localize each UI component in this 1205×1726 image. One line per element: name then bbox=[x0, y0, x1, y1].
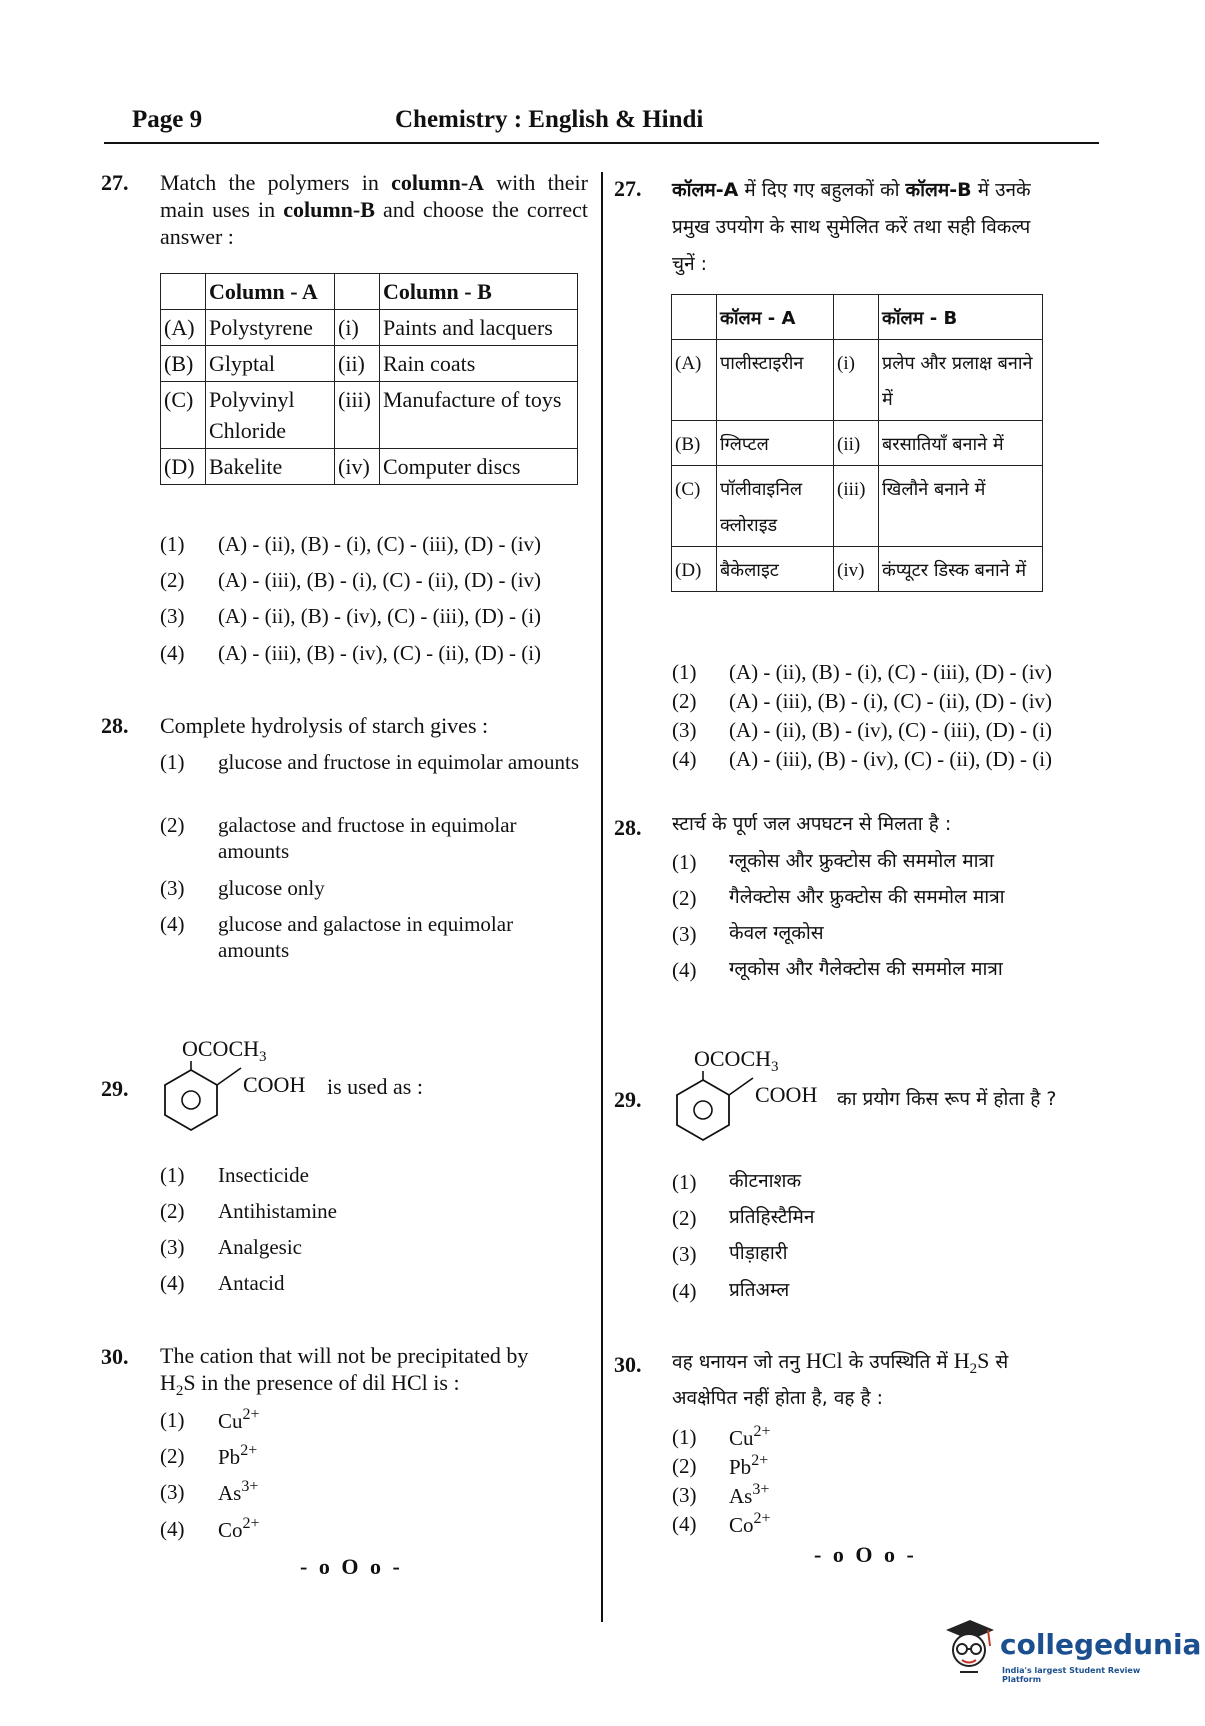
option-text: galactose and fructose in equimolar amounts bbox=[218, 813, 517, 863]
column-b-header: Column - B bbox=[380, 274, 578, 310]
en-q27-number: 27. bbox=[101, 170, 129, 195]
hi-q30-text-line2: अवक्षेपित नहीं होता है, वह है : bbox=[672, 1387, 884, 1409]
option-number: (2) bbox=[672, 1454, 697, 1478]
option-text: (A) - (iii), (B) - (iv), (C) - (ii), (D) - (i) bbox=[729, 747, 1053, 771]
column-b-header: कॉलम - B bbox=[879, 295, 1043, 340]
hi-end-mark: - o O o - bbox=[814, 1542, 917, 1567]
table-row: (C) पॉलीवाइनिल क्लोराइड (iii) खिलौने बनाने में bbox=[672, 466, 1043, 547]
hi-q27-match-table bbox=[671, 294, 1043, 592]
option-text: Analgesic bbox=[218, 1235, 302, 1259]
table-row: (B) ग्लिप्टल (ii) बरसातियाँ बनाने में bbox=[672, 421, 1043, 466]
option-number: (4) bbox=[672, 747, 697, 771]
option-text: $Cu^{2+}$ bbox=[218, 1406, 260, 1433]
collegedunia-logo[interactable] bbox=[940, 1610, 1202, 1690]
option-number: (4) bbox=[672, 1279, 697, 1303]
en-q29-benzene-ring-icon bbox=[158, 1058, 248, 1148]
hi-q29-number: 29. bbox=[614, 1087, 642, 1112]
hi-q27-number: 27. bbox=[614, 176, 642, 201]
en-q30-number: 30. bbox=[101, 1344, 129, 1369]
option-number: (2) bbox=[160, 1199, 185, 1223]
table-row: (A) पालीस्टाइरीन (i) प्रलेप और प्रलाक्ष बनाने में bbox=[672, 340, 1043, 421]
table-row: (B) Glyptal (ii) Rain coats bbox=[161, 346, 578, 382]
hi-q29-benzene-ring-icon bbox=[670, 1068, 760, 1158]
option-number: (2) bbox=[672, 886, 697, 910]
column-divider bbox=[601, 172, 603, 1622]
option-number: (4) bbox=[160, 1517, 185, 1541]
table-row: (D) Bakelite (iv) Computer discs bbox=[161, 449, 578, 485]
hi-q27-text: कॉलम-A में दिए गए बहुलकों को कॉलम-B में उनके प्रमुख उपयोग के साथ सुमेलित करें तथा सही विकल्प चुनें : bbox=[672, 179, 1031, 275]
hi-q28-text: स्टार्च के पूर्ण जल अपघटन से मिलता है : bbox=[672, 813, 952, 835]
option-number: (2) bbox=[160, 1444, 185, 1468]
en-q29-text: is used as : bbox=[327, 1074, 423, 1099]
option-text: glucose only bbox=[218, 876, 325, 900]
option-number: (1) bbox=[672, 1170, 697, 1194]
option-number: (4) bbox=[160, 1271, 185, 1295]
en-q29-ococh3-label: $OCOCH_3$ bbox=[182, 1036, 267, 1065]
option-number: (3) bbox=[160, 876, 185, 900]
hi-q30-number: 30. bbox=[614, 1352, 642, 1377]
logo-tagline: India's largest Student Review Platform bbox=[1002, 1666, 1141, 1684]
option-number: (3) bbox=[160, 604, 185, 628]
column-a-header: Column - A bbox=[206, 274, 335, 310]
header-rule bbox=[104, 142, 1099, 144]
option-text: कीटनाशक bbox=[729, 1170, 802, 1192]
option-number: (2) bbox=[160, 813, 185, 837]
option-text: (A) - (iii), (B) - (iv), (C) - (ii), (D) - (i) bbox=[218, 641, 542, 665]
option-text: पीड़ाहारी bbox=[729, 1242, 788, 1264]
option-text: (A) - (ii), (B) - (iv), (C) - (iii), (D) - (i) bbox=[218, 604, 542, 628]
en-q27-match-table bbox=[160, 273, 578, 485]
option-number: (3) bbox=[160, 1235, 185, 1259]
option-text: $As^{3+}$ bbox=[729, 1481, 770, 1508]
option-text: (A) - (ii), (B) - (i), (C) - (iii), (D) - (iv) bbox=[729, 660, 1053, 684]
option-number: (3) bbox=[672, 1483, 697, 1507]
option-number: (4) bbox=[160, 912, 185, 936]
option-number: (2) bbox=[160, 568, 185, 592]
option-text: $Pb^{2+}$ bbox=[218, 1442, 258, 1469]
table-header-row bbox=[161, 274, 578, 310]
option-text: ग्लूकोस और फ्रुक्टोस की सममोल मात्रा bbox=[729, 850, 994, 872]
option-text: $Co^{2+}$ bbox=[729, 1510, 771, 1537]
option-number: (4) bbox=[672, 1512, 697, 1536]
option-text: (A) - (ii), (B) - (iv), (C) - (iii), (D) - (i) bbox=[729, 718, 1053, 742]
table-row: (C) Polyvinyl Chloride (iii) Manufacture of toys bbox=[161, 382, 578, 449]
option-number: (4) bbox=[672, 958, 697, 982]
hi-q29-ococh3-label: $OCOCH_3$ bbox=[694, 1046, 779, 1075]
option-number: (2) bbox=[672, 689, 697, 713]
en-q29-number: 29. bbox=[101, 1076, 129, 1101]
option-text: glucose and galactose in equimolar amounts bbox=[218, 912, 514, 962]
option-number: (3) bbox=[672, 922, 697, 946]
en-q28-number: 28. bbox=[101, 713, 129, 738]
table-header-row bbox=[672, 295, 1043, 340]
option-number: (1) bbox=[672, 1425, 697, 1449]
option-text: गैलेक्टोस और फ्रुक्टोस की सममोल मात्रा bbox=[729, 886, 1005, 908]
column-a-header: कॉलम - A bbox=[717, 295, 834, 340]
option-text: Insecticide bbox=[218, 1163, 309, 1187]
hi-q28-number: 28. bbox=[614, 815, 642, 840]
option-text: (A) - (ii), (B) - (i), (C) - (iii), (D) - (iv) bbox=[218, 532, 542, 556]
hi-q30-text-line1: वह धनायन जो तनु HCl के उपस्थिति में $H_2S$ से bbox=[672, 1348, 1009, 1377]
option-text: (A) - (iii), (B) - (i), (C) - (ii), (D) - (iv) bbox=[729, 689, 1053, 713]
hi-q29-cooh-label: COOH bbox=[755, 1082, 818, 1107]
logo-wordmark: collegedunia bbox=[1000, 1628, 1202, 1661]
table-row: (A) Polystyrene (i) Paints and lacquers bbox=[161, 310, 578, 346]
page-title: Chemistry : English & Hindi bbox=[395, 106, 704, 133]
option-text: (A) - (iii), (B) - (i), (C) - (ii), (D) - (iv) bbox=[218, 568, 542, 592]
option-number: (4) bbox=[160, 641, 185, 665]
option-text: Antihistamine bbox=[218, 1199, 337, 1223]
en-q30-text-line2: $H_2S$ in the presence of dil HCl is : bbox=[160, 1370, 460, 1399]
option-text: प्रतिहिस्टैमिन bbox=[729, 1206, 815, 1228]
table-row: (D) बैकेलाइट (iv) कंप्यूटर डिस्क बनाने में bbox=[672, 547, 1043, 592]
option-number: (1) bbox=[160, 1163, 185, 1187]
en-q28-text: Complete hydrolysis of starch gives : bbox=[160, 713, 489, 738]
option-text: ग्लूकोस और गैलेक्टोस की सममोल मात्रा bbox=[729, 958, 1003, 980]
option-number: (1) bbox=[672, 660, 697, 684]
en-q30-text-line1: The cation that will not be precipitated by bbox=[160, 1343, 529, 1368]
en-end-mark: - o O o - bbox=[300, 1554, 403, 1579]
en-q29-cooh-label: COOH bbox=[243, 1072, 306, 1097]
hi-q29-text: का प्रयोग किस रूप में होता है ? bbox=[837, 1088, 1057, 1110]
option-text: $Co^{2+}$ bbox=[218, 1515, 260, 1542]
option-text: प्रतिअम्ल bbox=[729, 1279, 790, 1301]
option-number: (1) bbox=[672, 850, 697, 874]
option-text: glucose and fructose in equimolar amounts bbox=[218, 750, 579, 774]
option-number: (1) bbox=[160, 750, 185, 774]
option-number: (3) bbox=[160, 1480, 185, 1504]
option-text: $As^{3+}$ bbox=[218, 1478, 259, 1505]
option-number: (2) bbox=[672, 1206, 697, 1230]
page-label: Page 9 bbox=[132, 106, 203, 133]
graduate-mascot-icon bbox=[940, 1614, 998, 1676]
option-number: (1) bbox=[160, 1408, 185, 1432]
option-text: $Pb^{2+}$ bbox=[729, 1452, 769, 1479]
en-q27-text: Match the polymers in column-A with their main uses in column-B and choose the correct answer : bbox=[160, 170, 588, 249]
option-number: (3) bbox=[672, 1242, 697, 1266]
option-number: (1) bbox=[160, 532, 185, 556]
option-text: Antacid bbox=[218, 1271, 285, 1295]
option-text: केवल ग्लूकोस bbox=[729, 922, 824, 944]
option-text: $Cu^{2+}$ bbox=[729, 1423, 771, 1450]
option-number: (3) bbox=[672, 718, 697, 742]
